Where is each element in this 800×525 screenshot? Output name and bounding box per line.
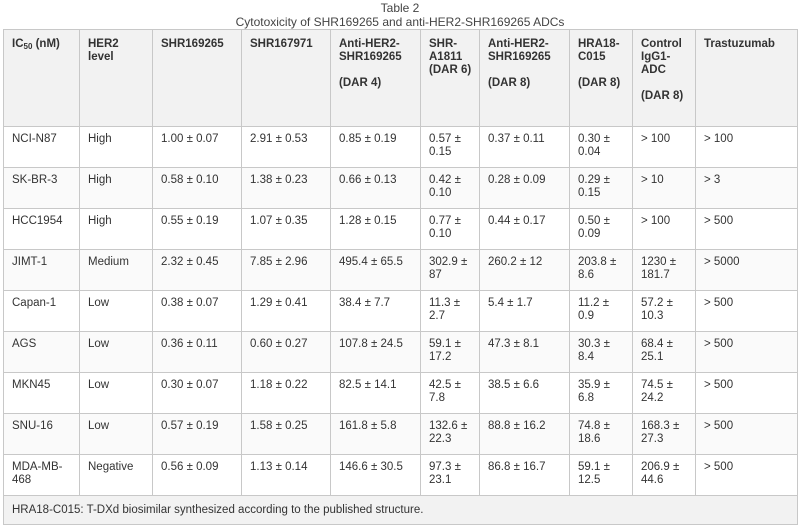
cell-shr-a1811: 11.3 ± 2.7 (421, 291, 480, 332)
header-hra18-c015 (570, 30, 633, 127)
cell-cell-line: JIMT-1 (4, 250, 80, 291)
cell-shr-a1811: 0.77 ± 0.10 (421, 209, 480, 250)
cell-trastuzumab: > 500 (696, 209, 798, 250)
cell-anti-her2-dar8: 0.44 ± 0.17 (480, 209, 570, 250)
cell-hra18-c015: 0.29 ± 0.15 (570, 168, 633, 209)
header-shr169265: SHR169265 (153, 30, 242, 127)
table-row (4, 414, 798, 455)
cell-shr167971: 1.29 ± 0.41 (242, 291, 331, 332)
cell-control-igg1-adc: 57.2 ± 10.3 (633, 291, 696, 332)
table-row (4, 332, 798, 373)
cell-cell-line: AGS (4, 332, 80, 373)
cell-trastuzumab: > 500 (696, 414, 798, 455)
cell-trastuzumab: > 3 (696, 168, 798, 209)
cell-shr-a1811: 132.6 ± 22.3 (421, 414, 480, 455)
cell-trastuzumab: > 100 (696, 127, 798, 168)
cell-shr167971: 2.91 ± 0.53 (242, 127, 331, 168)
table-label: Table 2 (380, 1, 420, 15)
table-title: Cytotoxicity of SHR169265 and anti-HER2-SHR169265 ADCs (235, 15, 565, 29)
header-ic50-main: IC (12, 38, 24, 50)
header-hra18-c015-name: HRA18-C015 (578, 38, 620, 63)
cell-trastuzumab: > 500 (696, 455, 798, 496)
header-shr-a1811-name: SHR-A1811 (429, 38, 463, 63)
footnote-row (4, 496, 798, 525)
cell-anti-her2-dar8: 0.37 ± 0.11 (480, 127, 570, 168)
cell-trastuzumab: > 500 (696, 332, 798, 373)
cell-trastuzumab: > 5000 (696, 250, 798, 291)
cell-shr167971: 1.58 ± 0.25 (242, 414, 331, 455)
cell-shr169265: 0.30 ± 0.07 (153, 373, 242, 414)
table-row (4, 373, 798, 414)
table-caption (0, 0, 800, 29)
cell-shr169265: 0.56 ± 0.09 (153, 455, 242, 496)
table-footer (4, 496, 798, 525)
cell-control-igg1-adc: > 100 (633, 209, 696, 250)
cell-hra18-c015: 35.9 ± 6.8 (570, 373, 633, 414)
cell-hra18-c015: 11.2 ± 0.9 (570, 291, 633, 332)
header-anti-her2-dar8-name: Anti-HER2-SHR169265 (488, 38, 551, 63)
table-row (4, 168, 798, 209)
cell-shr-a1811: 0.57 ± 0.15 (421, 127, 480, 168)
cell-cell-line: MDA-MB-468 (4, 455, 80, 496)
header-control-igg1-adc-dar: (DAR 8) (641, 90, 684, 102)
cell-anti-her2-dar8: 47.3 ± 8.1 (480, 332, 570, 373)
cell-shr169265: 0.36 ± 0.11 (153, 332, 242, 373)
cell-shr169265: 1.00 ± 0.07 (153, 127, 242, 168)
cell-control-igg1-adc: > 10 (633, 168, 696, 209)
cell-anti-her2-dar4: 107.8 ± 24.5 (331, 332, 421, 373)
cell-anti-her2-dar8: 38.5 ± 6.6 (480, 373, 570, 414)
cell-trastuzumab: > 500 (696, 373, 798, 414)
header-trastuzumab: Trastuzumab (696, 30, 798, 127)
cell-control-igg1-adc: 74.5 ± 24.2 (633, 373, 696, 414)
cell-shr169265: 0.58 ± 0.10 (153, 168, 242, 209)
cell-her2-level: Low (80, 373, 153, 414)
cytotoxicity-table (3, 29, 798, 525)
table-header (4, 30, 798, 127)
cell-shr169265: 0.38 ± 0.07 (153, 291, 242, 332)
cell-hra18-c015: 59.1 ± 12.5 (570, 455, 633, 496)
cell-anti-her2-dar8: 86.8 ± 16.7 (480, 455, 570, 496)
cell-her2-level: Low (80, 332, 153, 373)
header-shr-a1811 (421, 30, 480, 127)
table-row (4, 250, 798, 291)
cell-control-igg1-adc: 68.4 ± 25.1 (633, 332, 696, 373)
cell-anti-her2-dar8: 88.8 ± 16.2 (480, 414, 570, 455)
header-control-igg1-adc-name: Control IgG1-ADC (641, 38, 682, 76)
header-hra18-c015-dar: (DAR 8) (578, 77, 621, 89)
table-row (4, 127, 798, 168)
cell-anti-her2-dar4: 495.4 ± 65.5 (331, 250, 421, 291)
table-row (4, 291, 798, 332)
cell-shr-a1811: 97.3 ± 23.1 (421, 455, 480, 496)
cell-her2-level: High (80, 127, 153, 168)
header-anti-her2-dar8-dar: (DAR 8) (488, 77, 531, 89)
cell-her2-level: Low (80, 291, 153, 332)
cell-anti-her2-dar8: 260.2 ± 12 (480, 250, 570, 291)
header-anti-her2-dar4-name: Anti-HER2-SHR169265 (339, 38, 402, 63)
cell-anti-her2-dar8: 5.4 ± 1.7 (480, 291, 570, 332)
cell-shr-a1811: 42.5 ± 7.8 (421, 373, 480, 414)
cell-shr-a1811: 59.1 ± 17.2 (421, 332, 480, 373)
table-body (4, 127, 798, 496)
cell-her2-level: Low (80, 414, 153, 455)
cell-her2-level: High (80, 168, 153, 209)
header-shr167971: SHR167971 (242, 30, 331, 127)
cell-shr-a1811: 0.42 ± 0.10 (421, 168, 480, 209)
cell-her2-level: Medium (80, 250, 153, 291)
cell-hra18-c015: 0.50 ± 0.09 (570, 209, 633, 250)
cell-shr167971: 1.38 ± 0.23 (242, 168, 331, 209)
cell-cell-line: MKN45 (4, 373, 80, 414)
cell-control-igg1-adc: > 100 (633, 127, 696, 168)
header-ic50-unit: (nM) (32, 38, 60, 50)
cell-anti-her2-dar4: 1.28 ± 0.15 (331, 209, 421, 250)
cell-anti-her2-dar4: 0.66 ± 0.13 (331, 168, 421, 209)
cell-cell-line: Capan-1 (4, 291, 80, 332)
table-row (4, 209, 798, 250)
header-anti-her2-dar4 (331, 30, 421, 127)
cell-shr167971: 0.60 ± 0.27 (242, 332, 331, 373)
cell-shr169265: 0.55 ± 0.19 (153, 209, 242, 250)
cell-anti-her2-dar4: 146.6 ± 30.5 (331, 455, 421, 496)
header-shr-a1811-dar: (DAR 6) (429, 64, 472, 76)
cell-her2-level: Negative (80, 455, 153, 496)
cell-hra18-c015: 0.30 ± 0.04 (570, 127, 633, 168)
cell-anti-her2-dar4: 161.8 ± 5.8 (331, 414, 421, 455)
cell-cell-line: SK-BR-3 (4, 168, 80, 209)
cell-control-igg1-adc: 168.3 ± 27.3 (633, 414, 696, 455)
cell-anti-her2-dar4: 0.85 ± 0.19 (331, 127, 421, 168)
cell-shr167971: 1.13 ± 0.14 (242, 455, 331, 496)
header-anti-her2-dar8 (480, 30, 570, 127)
cell-shr167971: 1.07 ± 0.35 (242, 209, 331, 250)
header-row (4, 30, 798, 127)
cell-shr169265: 2.32 ± 0.45 (153, 250, 242, 291)
cell-anti-her2-dar8: 0.28 ± 0.09 (480, 168, 570, 209)
cell-control-igg1-adc: 1230 ± 181.7 (633, 250, 696, 291)
table-row (4, 455, 798, 496)
cell-trastuzumab: > 500 (696, 291, 798, 332)
cell-anti-her2-dar4: 82.5 ± 14.1 (331, 373, 421, 414)
cell-shr-a1811: 302.9 ± 87 (421, 250, 480, 291)
cell-shr167971: 1.18 ± 0.22 (242, 373, 331, 414)
table-footnote: HRA18-C015: T-DXd biosimilar synthesized according to the published structure. (4, 496, 798, 525)
header-her2-level: HER2 level (80, 30, 153, 127)
cell-hra18-c015: 203.8 ± 8.6 (570, 250, 633, 291)
header-control-igg1-adc (633, 30, 696, 127)
cell-cell-line: HCC1954 (4, 209, 80, 250)
header-ic50-sub: 50 (23, 42, 33, 51)
cell-shr169265: 0.57 ± 0.19 (153, 414, 242, 455)
cell-cell-line: SNU-16 (4, 414, 80, 455)
cell-hra18-c015: 30.3 ± 8.4 (570, 332, 633, 373)
cell-shr167971: 7.85 ± 2.96 (242, 250, 331, 291)
header-anti-her2-dar4-dar: (DAR 4) (339, 77, 382, 89)
cell-hra18-c015: 74.8 ± 18.6 (570, 414, 633, 455)
cell-control-igg1-adc: 206.9 ± 44.6 (633, 455, 696, 496)
cell-cell-line: NCI-N87 (4, 127, 80, 168)
cell-her2-level: High (80, 209, 153, 250)
cell-anti-her2-dar4: 38.4 ± 7.7 (331, 291, 421, 332)
header-ic50 (4, 30, 80, 127)
